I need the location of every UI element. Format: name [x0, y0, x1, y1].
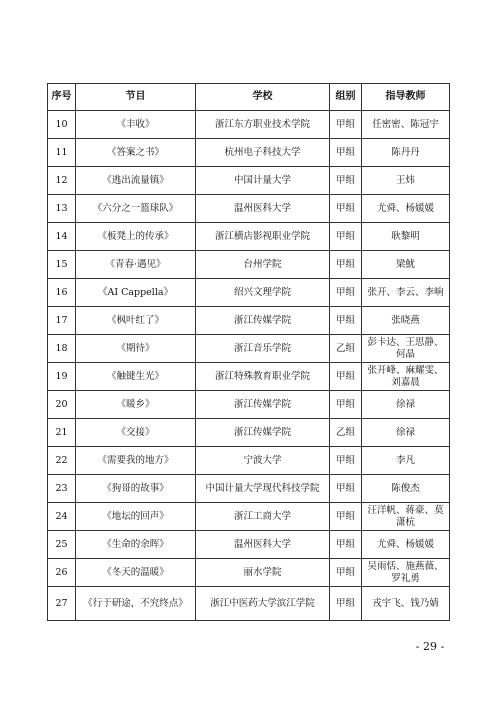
- cell-school: 宁波大学: [196, 447, 330, 475]
- cell-program: 《需要我的地方》: [76, 447, 196, 475]
- table-row: [48, 587, 450, 621]
- cell-no: 22: [48, 447, 76, 475]
- cell-teacher: 张开峰、麻耀雯、刘嘉晨: [362, 363, 450, 391]
- cell-teacher: 戎宇飞、钱乃婧: [362, 587, 450, 621]
- table-row: [48, 531, 450, 559]
- cell-no: 16: [48, 279, 76, 307]
- table-row: [48, 223, 450, 251]
- cell-school: 浙江中医药大学滨江学院: [196, 587, 330, 621]
- cell-group: 甲组: [330, 447, 362, 475]
- cell-group: 甲组: [330, 223, 362, 251]
- program-table: [47, 83, 450, 621]
- cell-program: 《AI Cappella》: [76, 279, 196, 307]
- cell-program: 《板凳上的传承》: [76, 223, 196, 251]
- cell-school: 浙江传媒学院: [196, 391, 330, 419]
- cell-teacher: 徐禄: [362, 391, 450, 419]
- cell-group: 乙组: [330, 419, 362, 447]
- cell-group: 甲组: [330, 559, 362, 587]
- cell-group: 甲组: [330, 503, 362, 531]
- cell-program: 《青春·遇见》: [76, 251, 196, 279]
- cell-teacher: 耿黎明: [362, 223, 450, 251]
- cell-no: 27: [48, 587, 76, 621]
- cell-no: 19: [48, 363, 76, 391]
- cell-group: 甲组: [330, 167, 362, 195]
- table-row: [48, 167, 450, 195]
- cell-school: 丽水学院: [196, 559, 330, 587]
- cell-program: 《枫叶红了》: [76, 307, 196, 335]
- table-row: [48, 335, 450, 363]
- cell-program: 《逃出流量镇》: [76, 167, 196, 195]
- cell-teacher: 彭卡达、王思静、何晶: [362, 335, 450, 363]
- cell-teacher: 尤舜、杨媛媛: [362, 531, 450, 559]
- cell-teacher: 陈丹丹: [362, 139, 450, 167]
- cell-no: 18: [48, 335, 76, 363]
- header-teacher: 指导教师: [362, 84, 450, 111]
- cell-program: 《暖乡》: [76, 391, 196, 419]
- cell-school: 浙江特殊教育职业学院: [196, 363, 330, 391]
- cell-teacher: 徐禄: [362, 419, 450, 447]
- cell-group: 甲组: [330, 475, 362, 503]
- cell-school: 浙江东方职业技术学院: [196, 111, 330, 139]
- cell-teacher: 梁魷: [362, 251, 450, 279]
- table-row: [48, 559, 450, 587]
- cell-school: 台州学院: [196, 251, 330, 279]
- cell-school: 温州医科大学: [196, 195, 330, 223]
- cell-group: 甲组: [330, 195, 362, 223]
- cell-school: 浙江工商大学: [196, 503, 330, 531]
- table-row: [48, 363, 450, 391]
- page-number: - 29 -: [415, 640, 445, 653]
- header-group: 组别: [330, 84, 362, 111]
- cell-no: 13: [48, 195, 76, 223]
- cell-no: 11: [48, 139, 76, 167]
- table-row: [48, 419, 450, 447]
- cell-no: 26: [48, 559, 76, 587]
- cell-teacher: 汪洋帆、蒋豪、莫潇杭: [362, 503, 450, 531]
- cell-group: 甲组: [330, 363, 362, 391]
- cell-no: 15: [48, 251, 76, 279]
- table-row: [48, 391, 450, 419]
- table-row: [48, 195, 450, 223]
- cell-program: 《行于研途，不究终点》: [76, 587, 196, 621]
- cell-school: 温州医科大学: [196, 531, 330, 559]
- cell-program: 《答案之书》: [76, 139, 196, 167]
- cell-program: 《丰收》: [76, 111, 196, 139]
- table-row: [48, 279, 450, 307]
- cell-group: 甲组: [330, 111, 362, 139]
- table-row: [48, 475, 450, 503]
- header-program: 节目: [76, 84, 196, 111]
- cell-teacher: 李凡: [362, 447, 450, 475]
- cell-group: 甲组: [330, 139, 362, 167]
- cell-no: 20: [48, 391, 76, 419]
- cell-teacher: 尤舜、杨媛媛: [362, 195, 450, 223]
- table-row: [48, 503, 450, 531]
- cell-program: 《期待》: [76, 335, 196, 363]
- cell-group: 甲组: [330, 307, 362, 335]
- cell-school: 浙江传媒学院: [196, 419, 330, 447]
- header-school: 学校: [196, 84, 330, 111]
- cell-school: 杭州电子科技大学: [196, 139, 330, 167]
- table-body: [48, 111, 450, 621]
- cell-teacher: 张晓燕: [362, 307, 450, 335]
- header-no: 序号: [48, 84, 76, 111]
- cell-no: 17: [48, 307, 76, 335]
- cell-program: 《冬天的温暖》: [76, 559, 196, 587]
- cell-teacher: 王炜: [362, 167, 450, 195]
- table-row: [48, 111, 450, 139]
- cell-group: 甲组: [330, 531, 362, 559]
- cell-group: 甲组: [330, 251, 362, 279]
- cell-teacher: 陈俊杰: [362, 475, 450, 503]
- table-row: [48, 139, 450, 167]
- cell-program: 《狗哥的故事》: [76, 475, 196, 503]
- table-row: [48, 447, 450, 475]
- cell-group: 乙组: [330, 335, 362, 363]
- cell-program: 《触键生光》: [76, 363, 196, 391]
- table-header-row: [48, 84, 450, 111]
- cell-school: 浙江横店影视职业学院: [196, 223, 330, 251]
- cell-no: 21: [48, 419, 76, 447]
- cell-group: 甲组: [330, 391, 362, 419]
- cell-no: 14: [48, 223, 76, 251]
- cell-teacher: 张开、李云、李响: [362, 279, 450, 307]
- cell-school: 中国计量大学现代科技学院: [196, 475, 330, 503]
- table-row: [48, 251, 450, 279]
- cell-no: 24: [48, 503, 76, 531]
- cell-school: 绍兴文理学院: [196, 279, 330, 307]
- cell-no: 25: [48, 531, 76, 559]
- cell-school: 浙江传媒学院: [196, 307, 330, 335]
- cell-school: 中国计量大学: [196, 167, 330, 195]
- cell-program: 《地坛的回声》: [76, 503, 196, 531]
- cell-no: 12: [48, 167, 76, 195]
- cell-group: 甲组: [330, 587, 362, 621]
- table-row: [48, 307, 450, 335]
- cell-school: 浙江音乐学院: [196, 335, 330, 363]
- cell-group: 甲组: [330, 279, 362, 307]
- cell-no: 23: [48, 475, 76, 503]
- cell-program: 《交接》: [76, 419, 196, 447]
- cell-program: 《生命的余晖》: [76, 531, 196, 559]
- cell-no: 10: [48, 111, 76, 139]
- cell-teacher: 吴雨恬、施燕薇、罗礼勇: [362, 559, 450, 587]
- cell-teacher: 任密密、陈冠宇: [362, 111, 450, 139]
- cell-program: 《六分之一篮球队》: [76, 195, 196, 223]
